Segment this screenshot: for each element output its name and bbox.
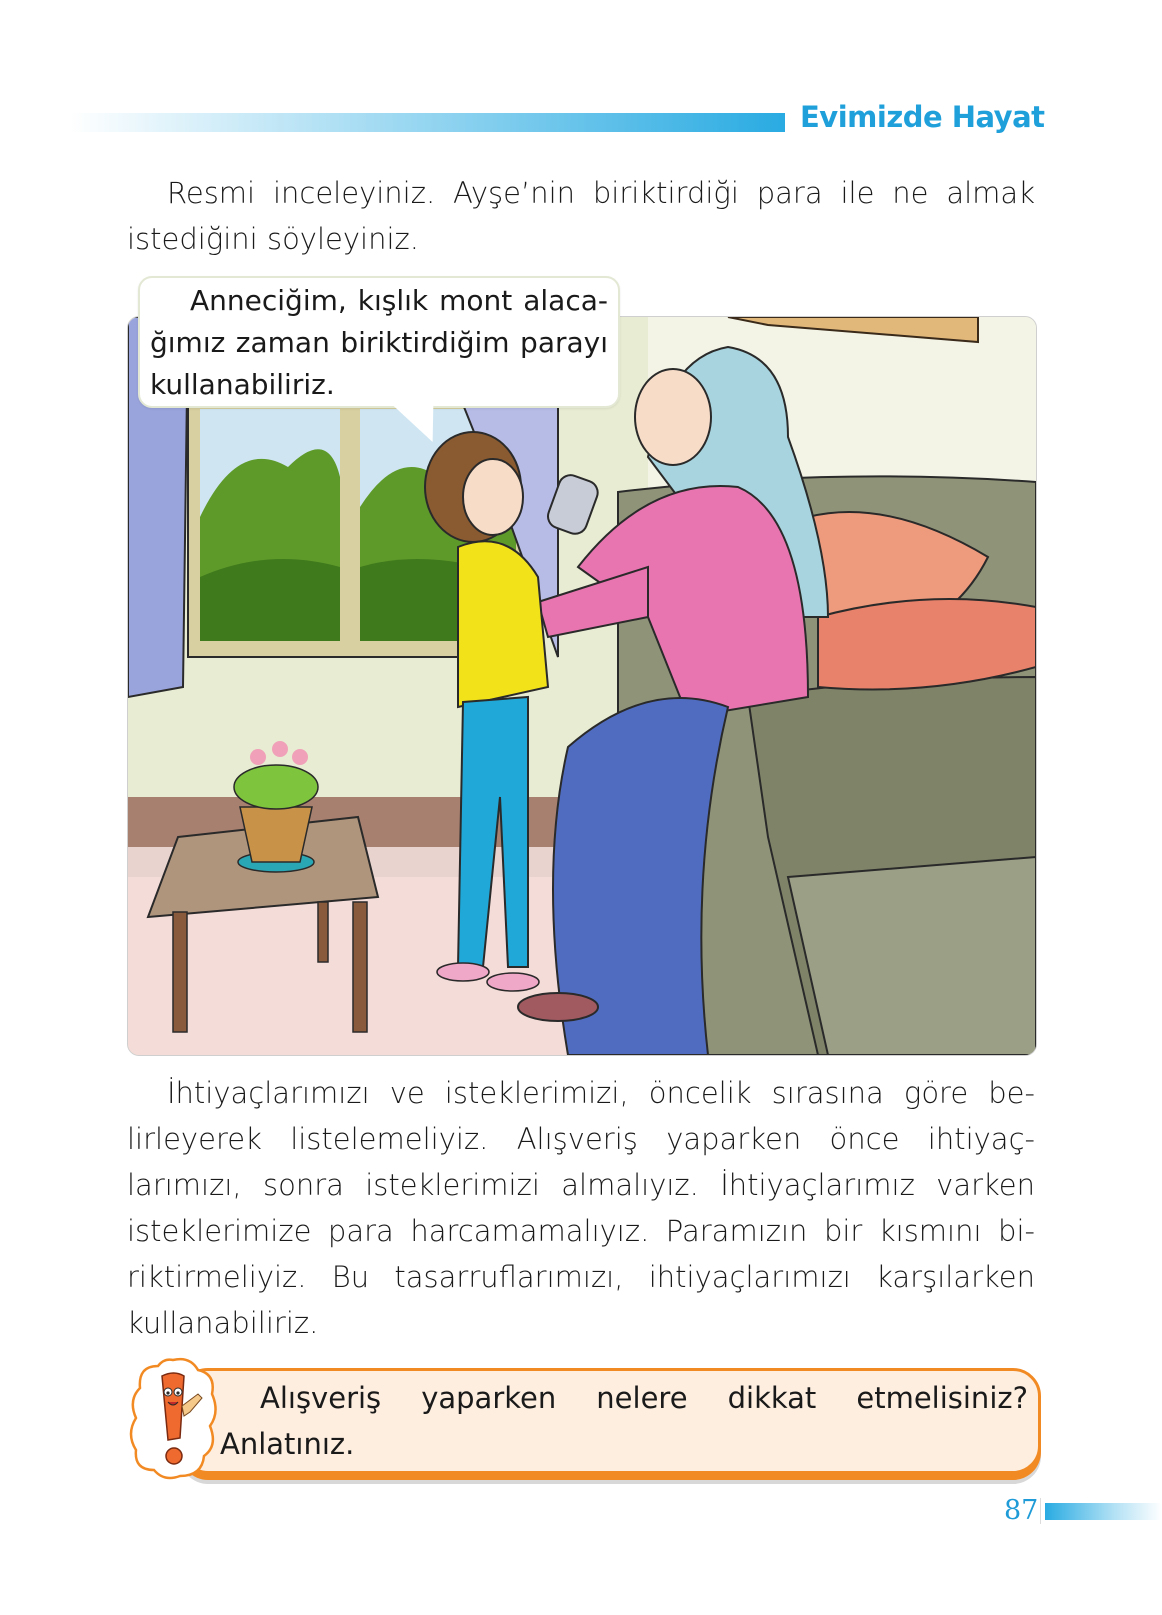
unit-title: Evimizde Hayat bbox=[800, 100, 1045, 134]
callout-text bbox=[220, 1375, 1028, 1467]
callout-line: Alışveriş yaparken nelere dikkat etmelisiniz? bbox=[260, 1381, 1028, 1415]
speech-bubble-text bbox=[150, 280, 608, 406]
speech-line: Anneciğim, kışlık mont alaca- bbox=[190, 284, 608, 317]
body-line: isteklerimize para harcamamalıyız. Paramızın bir kısmını bi- bbox=[127, 1214, 1035, 1248]
intro-paragraph bbox=[127, 170, 1035, 262]
intro-line: Resmi inceleyiniz. Ayşe’nin biriktirdiği para ile ne almak bbox=[167, 176, 1035, 210]
body-paragraph bbox=[127, 1070, 1035, 1346]
body-line: riktirmeliyiz. Bu tasarruflarımızı, ihtiyaçlarımızı karşılarken bbox=[127, 1260, 1035, 1294]
exclamation-mascot-icon bbox=[128, 1356, 218, 1482]
speech-line: ğımız zaman biriktirdiğim parayı bbox=[150, 326, 608, 359]
body-line: lirleyerek listelemeliyiz. Alışveriş yaparken önce ihtiyaç- bbox=[127, 1122, 1035, 1156]
living-room-illustration bbox=[128, 317, 1036, 1055]
body-line: larımızı, sonra isteklerimizi almalıyız. İhtiyaçlarımız varken bbox=[127, 1168, 1035, 1202]
speech-bubble bbox=[138, 276, 620, 408]
activity-callout bbox=[180, 1368, 1041, 1474]
footer-divider bbox=[1040, 1498, 1041, 1524]
header-gradient-bar bbox=[70, 113, 785, 132]
footer-gradient-bar bbox=[1045, 1503, 1162, 1520]
intro-line: istediğini söyleyiniz. bbox=[127, 222, 419, 256]
callout-line: Anlatınız. bbox=[220, 1427, 355, 1461]
illustration bbox=[127, 316, 1037, 1056]
page-number: 87 bbox=[1004, 1495, 1039, 1526]
speech-line: kullanabiliriz. bbox=[150, 368, 335, 401]
body-line: İhtiyaçlarımızı ve isteklerimizi, öncelik sırasına göre be- bbox=[167, 1076, 1035, 1110]
body-line: kullanabiliriz. bbox=[127, 1306, 319, 1340]
